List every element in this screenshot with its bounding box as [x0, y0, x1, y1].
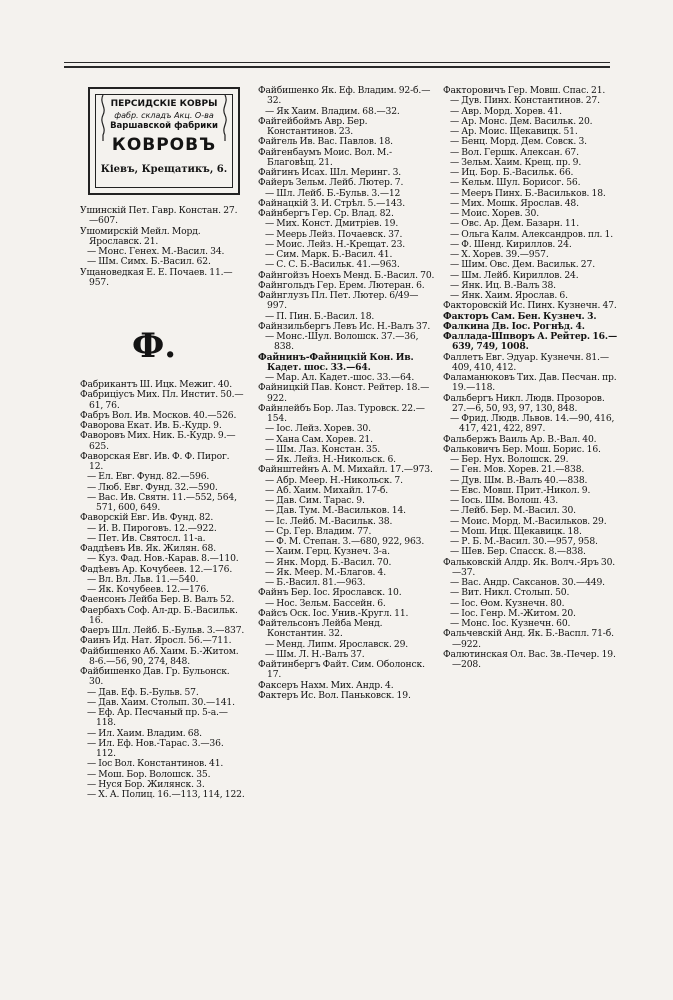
directory-subentry: — Вит. Никл. Столып. 50. — [450, 587, 570, 599]
directory-entry: Фаворова Екат. Ив. Б.-Кудр. 9. — [80, 420, 222, 431]
directory-entry: Факторъ Сам. Бен. Кузнеч. 3. — [443, 310, 597, 322]
directory-subentry: — Іос. Ѳом. Кузнечн. 80. — [450, 597, 565, 609]
ad-subline: фабр. складъ Акц. О-ва — [114, 111, 214, 120]
directory-subentry: — Як Хаим. Владим. 68.—32. — [265, 105, 400, 117]
directory-subentry: — Сим. Марк. Б.-Васил. 41. — [265, 249, 393, 260]
column-1-bottom — [80, 380, 245, 800]
column-3 — [443, 86, 621, 670]
directory-subentry: — Іось. Шм. Волош. 43. — [450, 495, 559, 506]
directory-subentry: — Фрид. Людв. Львов. 14.—90, 416, 417, 421, 422, 897. — [450, 413, 615, 435]
directory-subentry: — Шл. Лейб. Б.-Бульв. 3.—12 — [265, 187, 401, 199]
directory-subentry: — Вл. Вл. Льв. 11.—540. — [87, 573, 199, 585]
directory-subentry: — Б.-Васил. 81.—963. — [265, 577, 366, 588]
directory-subentry: — Куз. Фад. Нов.-Карав. 8.—110. — [87, 553, 239, 565]
directory-entry: Факторовскій Ис. Пинх. Кузнечн. 47. — [443, 300, 617, 312]
directory-subentry: — Бер. Нух. Волошск. 29. — [450, 454, 569, 465]
directory-subentry: — Ср. Гер. Владим. 77. — [265, 525, 372, 537]
directory-entry: Фальковичъ Бер. Мош. Борис. 16. — [443, 443, 601, 455]
directory-subentry: — Менд. Липм. Ярославск. 29. — [265, 638, 409, 650]
directory-entry: Файбишенко Аб. Хаим. Б.-Житом. 8-6.—56, 90, 274, 848. — [80, 645, 239, 667]
directory-entry: Фаллада-Шпворъ А. Рейтер. 16.—639, 749, 1008. — [443, 331, 618, 353]
directory-subentry: — Як. Кочубеев. 12.—176. — [87, 584, 209, 595]
directory-entry: Файгейбоймъ Авр. Бер. Константинов. 23. — [258, 115, 368, 137]
directory-subentry: — Р. Б. М.-Васил. 30.—957, 958. — [450, 536, 598, 547]
directory-subentry: — Іос Вол. Константинов. 41. — [87, 758, 224, 770]
directory-subentry: — И. В. Пироговъ. 12.—922. — [87, 522, 217, 534]
directory-entry: Фалютинская Ол. Вас. Зв.-Печер. 19.—208. — [443, 648, 616, 670]
directory-subentry: — Мар. Ал. Кадет.-шос. 33.—64. — [265, 372, 415, 383]
directory-entry: Файсъ Оск. Іос. Унив.-Кругл. 11. — [258, 607, 409, 619]
directory-subentry: — Янк. Иц. В.-Валъ 38. — [450, 279, 556, 291]
directory-subentry: — Хаим. Герц. Кузнеч. 3-а. — [265, 546, 390, 558]
directory-subentry: — Люб. Евг. Фунд. 32.—590. — [87, 481, 218, 493]
directory-subentry: — Дав. Сим. Тарас. 9. — [265, 495, 365, 506]
directory-subentry: — Евс. Мовш. Прит.-Никол. 9. — [450, 484, 591, 496]
top-rule-thick — [64, 66, 610, 68]
directory-subentry: — Дав. Тум. М.-Васильков. 14. — [265, 505, 406, 517]
directory-subentry: — Иц. Бор. Б.-Васильк. 66. — [450, 167, 574, 178]
directory-subentry: — Ар. Моис. Щекавицк. 51. — [450, 126, 578, 137]
directory-subentry: — Меерь Лейз. Почаевск. 37. — [265, 228, 403, 240]
directory-entry: Фаддѣевъ Ив. Як. Жилян. 68. — [80, 543, 216, 554]
directory-subentry: — Шм. Лаз. Констан. 35. — [265, 443, 381, 455]
directory-subentry: — Монс.-Шул. Волошск. 37.—36, 838. — [265, 331, 419, 353]
directory-entry: Файнгойзъ Ноехъ Менд. Б.-Васил. 70. — [258, 269, 435, 281]
directory-entry: Файнинъ-Файницкій Кон. Ив. Кадет. шос. 33.—64. — [258, 351, 414, 373]
ad-brand: КОВРОВЪ — [111, 135, 217, 155]
directory-subentry: — Дув. Пинх. Константинов. 27. — [450, 95, 600, 107]
directory-subentry: — Вас. Андр. Саксанов. 30.—449. — [450, 577, 605, 588]
directory-subentry: — Ф. Шенд. Кириллов. 24. — [450, 238, 572, 250]
directory-entry: Фалкина Дв. Іос. Рогнѣд. 4. — [443, 320, 585, 332]
directory-subentry: — Моис. Хорев. 30. — [450, 208, 539, 219]
directory-entry: Ушинскій Пет. Гавр. Констан. 27.—607. — [80, 205, 238, 227]
directory-subentry: — Іос. Генр. М.-Житом. 20. — [450, 607, 576, 619]
directory-subentry: — Аб. Хаим. Михайл. 17-б. — [265, 484, 389, 496]
directory-subentry: — Моис. Лейз. Н.-Крещат. 23. — [265, 238, 406, 250]
directory-subentry: — Дав. Еф. Б.-Бульв. 57. — [87, 686, 199, 698]
directory-subentry: — Як. Меер. М.-Благов. 4. — [265, 566, 386, 578]
directory-subentry: — Шм. Симх. Б.-Васил. 62. — [87, 256, 211, 268]
directory-entry: Фабриціусъ Мих. Пл. Инстит. 50.—61, 76. — [80, 389, 244, 411]
directory-entry: Фальбержъ Ваиль Ар. В.-Вал. 40. — [443, 433, 597, 445]
directory-entry: Фабръ Вол. Ив. Москов. 40.—526. — [80, 409, 237, 421]
directory-subentry: — Шм. Л. Н.-Валъ 37. — [265, 648, 365, 660]
directory-subentry: — Мих. Конст. Дмитріев. 19. — [265, 218, 399, 230]
directory-subentry: — Монс. Генех. М.-Васил. 34. — [87, 246, 225, 257]
directory-subentry: — Шм. Лейб. Кириллов. 24. — [450, 269, 579, 281]
directory-subentry: — Лейб. Бер. М.-Васил. 30. — [450, 505, 576, 517]
directory-subentry: — П. Пин. Б.-Васил. 18. — [265, 310, 375, 322]
directory-subentry: — Моис. Морд. М.-Васильков. 29. — [450, 515, 607, 527]
directory-entry: Файгель Ив. Вас. Павлов. 18. — [258, 136, 393, 148]
carpet-advertisement — [88, 87, 240, 195]
directory-subentry: — Ольга Калм. Александров. пл. 1. — [450, 228, 614, 240]
directory-entry: Файнацкій З. И. Стрѣл. 5.—143. — [258, 197, 406, 209]
directory-subentry: — Авр. Морд. Хорев. 41. — [450, 105, 562, 117]
directory-entry: Фальковскій Алдр. Як. Волч.-Яръ 30.—37. — [443, 556, 616, 578]
directory-entry: Файнштейнъ А. М. Михайл. 17.—973. — [258, 464, 433, 476]
directory-entry: Фабрикантъ Ш. Ицк. Межиг. 40. — [80, 379, 232, 390]
directory-subentry: — Х. Хорев. 39.—957. — [450, 249, 549, 260]
directory-subentry: — Вас. Ив. Святн. 11.—552, 564, 571, 600, 649. — [87, 491, 237, 513]
directory-entry: Фаворовъ Мих. Ник. Б.-Кудр. 9.—625. — [80, 430, 236, 452]
directory-subentry: — Нос. Зельм. Бассейн. 6. — [265, 597, 386, 609]
directory-entry: Факсеръ Нахм. Мих. Андр. 4. — [258, 679, 394, 691]
directory-entry: Файнбергъ Гер. Ср. Влад. 82. — [258, 208, 394, 219]
directory-subentry: — Бенц. Морд. Дем. Совск. 3. — [450, 136, 587, 148]
directory-entry: Файбишенко Як. Еф. Владим. 92-б.—32. — [258, 85, 431, 107]
directory-entry: Файбишенко Дав. Гр. Бульонск. 30. — [80, 666, 230, 688]
directory-subentry: — Дав. Хаим. Столып. 30.—141. — [87, 696, 235, 708]
directory-subentry: — Іс. Лейб. М.-Васильк. 38. — [265, 515, 393, 527]
directory-entry: Фальбергъ Никл. Людв. Прозоров. 27.—6, 50, 93, 97, 130, 848. — [443, 392, 605, 414]
directory-entry: Файнлейбъ Бор. Лаз. Туровск. 22.—154. — [258, 402, 425, 424]
directory-entry: Фаербахъ Соф. Ал-др. Б.-Васильк. 16. — [80, 604, 238, 626]
directory-entry: Файнглузъ Пл. Пет. Лютер. 6/49—997. — [258, 290, 419, 312]
top-rule — [64, 62, 610, 63]
directory-subentry: — Мееръ Пинх. Б.-Васильков. 18. — [450, 187, 606, 199]
directory-entry: Фальчевскій Анд. Як. Б.-Васпл. 71-б.—922. — [443, 628, 614, 650]
directory-entry: Фаллетъ Евг. Эдуар. Кузнечн. 81.—409, 410, 412. — [443, 351, 609, 373]
directory-subentry: — С. С. Б.-Васильк. 41.—963. — [265, 259, 400, 271]
directory-subentry: — Абр. Меер. Н.-Никольск. 7. — [265, 474, 403, 486]
ad-factory: Варшавской фабрики — [110, 121, 218, 131]
directory-subentry: — Шим. Овс. Дем. Васильк. 27. — [450, 259, 595, 271]
directory-subentry: — Мих. Мошк. Ярослав. 48. — [450, 197, 579, 209]
directory-subentry: — Як. Лейз. Н.-Никольск. 6. — [265, 454, 396, 465]
directory-subentry: — Ген. Мов. Хорев. 21.—838. — [450, 464, 585, 476]
directory-subentry: — Х. А. Полиц. 16.—113, 114, 122. — [87, 789, 245, 800]
directory-entry: Файнъ Бер. Іос. Ярославск. 10. — [258, 587, 402, 599]
directory-entry: Фаенсонъ Лейба Бер. В. Валъ 52. — [80, 594, 235, 606]
directory-subentry: — Шев. Бер. Спасск. 8.—838. — [450, 546, 586, 558]
directory-subentry: — Ф. М. Степан. 3.—680, 922, 963. — [265, 536, 425, 547]
directory-subentry: — Ил. Еф. Нов.-Тарас. 3.—36. 112. — [87, 737, 224, 759]
directory-entry: Фаворская Евг. Ив. Ф. Ф. Пирог. 12. — [80, 450, 230, 472]
directory-entry: Файницкій Пав. Конст. Рейтер. 18.—922. — [258, 382, 430, 404]
directory-subentry: — Еф. Ар. Песчаный пр. 5-а.—118. — [87, 707, 228, 729]
directory-subentry: — Кельм. Шул. Борисог. 56. — [450, 177, 581, 189]
directory-entry: Файтинбергъ Файт. Сим. Оболонск. 17. — [258, 659, 425, 681]
ad-address: Кіевъ, Крещатикъ, 6. — [100, 164, 228, 175]
directory-entry: Файнзильбергъ Левъ Ис. Н.-Валъ 37. — [258, 320, 431, 332]
column-1-top — [80, 206, 245, 288]
directory-entry: Ущановедкая Е. Е. Почаев. 11.—957. — [80, 266, 233, 288]
directory-subentry: — Мош. Ицк. Щекавицк. 18. — [450, 525, 582, 537]
directory-subentry: — Вол. Гершк. Алексан. 67. — [450, 146, 579, 158]
directory-subentry: — Ел. Евг. Фунд. 82.—596. — [87, 471, 210, 483]
directory-subentry: — Іос. Лейз. Хорев. 30. — [265, 423, 371, 435]
directory-entry: Фактеръ Ис. Вол. Паньковск. 19. — [258, 689, 411, 701]
directory-subentry: — Нуся Бор. Жилянск. 3. — [87, 778, 205, 790]
directory-entry: Файеръ Зельм. Лейб. Лютер. 7. — [258, 177, 404, 189]
directory-entry: Фаламанюковъ Тих. Дав. Песчан. пр. 19.—118. — [443, 372, 617, 394]
directory-subentry: — Монс. Іос. Кузнечн. 60. — [450, 618, 571, 629]
directory-subentry: — Хана Сам. Хорев. 21. — [265, 433, 373, 445]
directory-entry: Файнгольдъ Гер. Ерем. Лютеран. 6. — [258, 279, 425, 291]
directory-subentry: — Пет. Ив. Святосл. 11-а. — [87, 532, 206, 544]
directory-entry: Файтельсонъ Лейба Менд. Константин. 32. — [258, 618, 383, 640]
directory-entry: Файгенбаумъ Моис. Вол. М.-Благовѣщ. 21. — [258, 146, 392, 168]
directory-subentry: — Дув. Шм. В.-Валъ 40.—838. — [450, 474, 588, 486]
section-letter: Ф. — [132, 326, 177, 366]
directory-subentry: — Зельм. Хаим. Крещ. пр. 9. — [450, 156, 582, 168]
directory-entry: Факторовичъ Гер. Мовш. Спас. 21. — [443, 85, 606, 96]
directory-entry: Фаворскій Евг. Ив. Фунд. 82. — [80, 512, 214, 524]
directory-entry: Фаинъ Ид. Нат. Яросл. 56.—711. — [80, 635, 232, 647]
directory-subentry: — Ил. Хаим. Владим. 68. — [87, 727, 202, 739]
directory-entry: Файгинъ Исах. Шл. Меринг. 3. — [258, 167, 402, 178]
directory-entry: Фадѣевъ Ар. Кочубеев. 12.—176. — [80, 563, 233, 575]
directory-subentry: — Янк. Морд. Б.-Васил. 70. — [265, 556, 392, 568]
directory-entry: Фаеръ Шл. Лейб. Б.-Бульв. 3.—837. — [80, 625, 245, 636]
directory-subentry: — Янк. Хаим. Ярослав. 6. — [450, 290, 568, 301]
directory-entry: Ушомирскій Мейл. Морд. Ярославск. 21. — [80, 225, 201, 247]
directory-subentry: — Овс. Ар. Дем. Базарн. 11. — [450, 218, 579, 230]
ad-headline: ПЕРСИДСКІЕ КОВРЫ — [110, 99, 218, 109]
directory-subentry: — Мош. Бор. Волошск. 35. — [87, 768, 211, 780]
column-2 — [258, 86, 436, 701]
directory-subentry: — Ар. Монс. Дем. Васильк. 20. — [450, 115, 593, 127]
